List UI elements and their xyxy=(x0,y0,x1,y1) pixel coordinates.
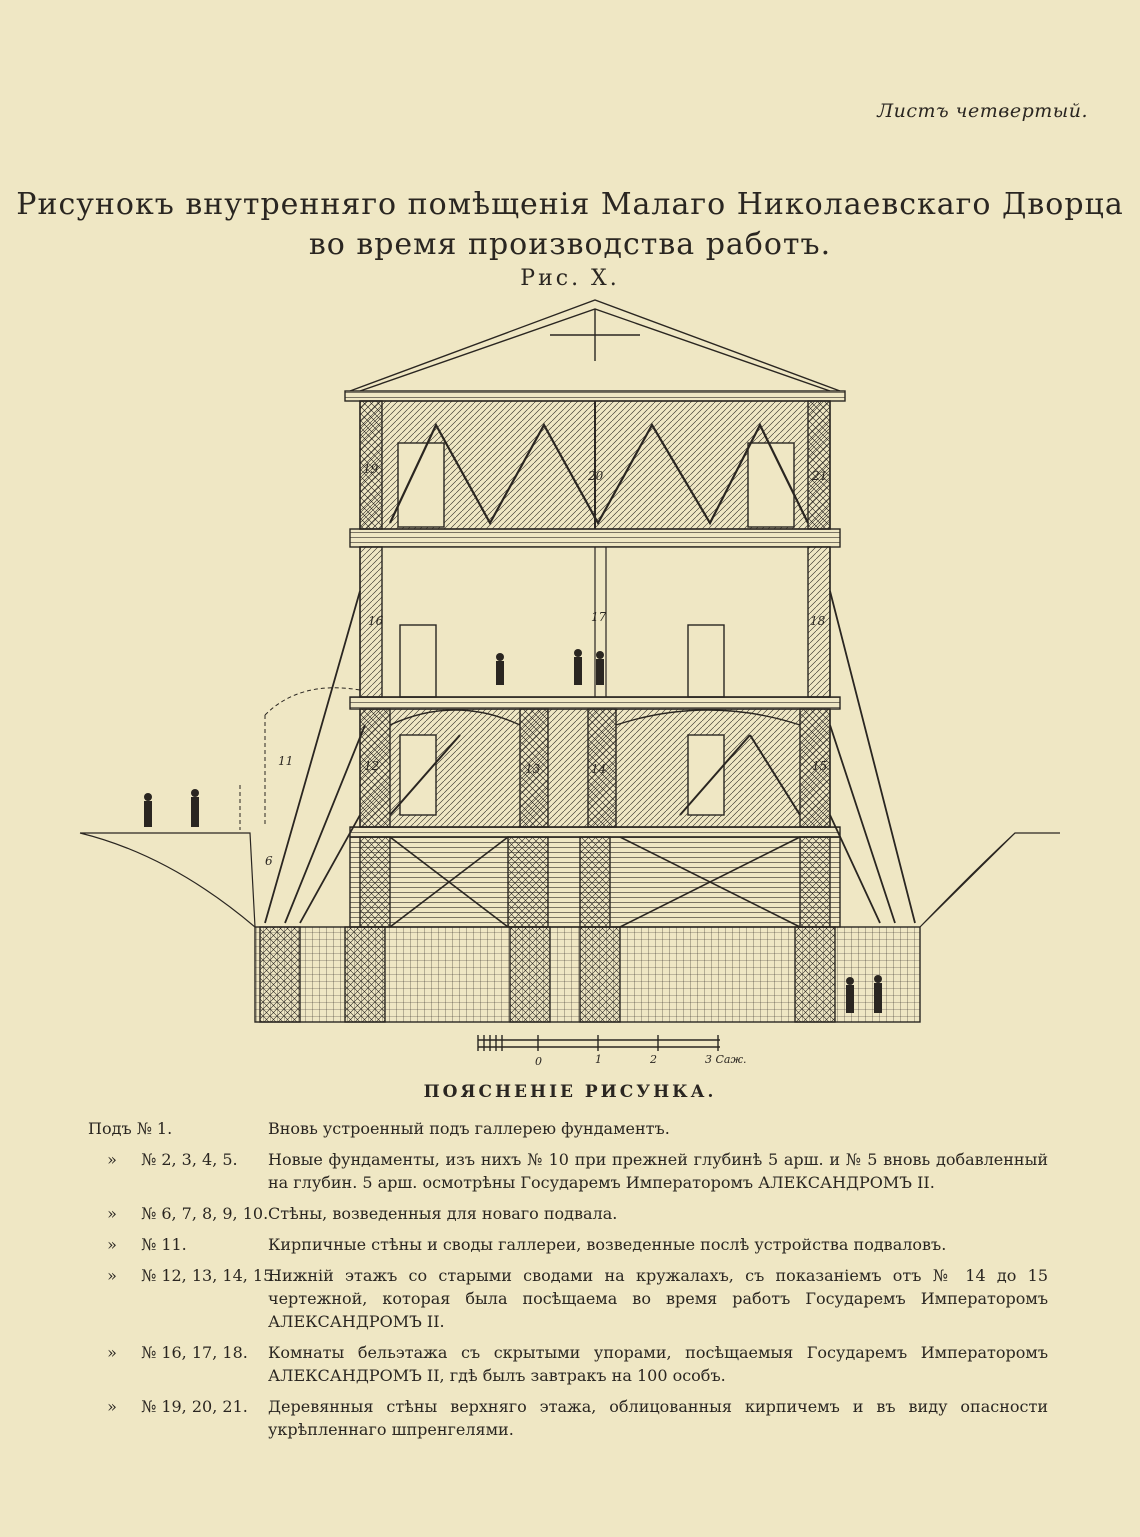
ditto-mark: » xyxy=(107,1204,117,1223)
legend-row xyxy=(88,1202,1048,1225)
room-number-18: 18 xyxy=(810,614,826,628)
scale-tick-0: 0 xyxy=(535,1055,542,1068)
legend-description: Вновь устроенный подъ галлерею фундаментъ. xyxy=(268,1119,670,1138)
legend xyxy=(88,1117,1048,1449)
legend-row xyxy=(88,1264,1048,1333)
room-number-13: 13 xyxy=(525,762,541,776)
ditto-mark: » xyxy=(107,1397,117,1416)
legend-key-group xyxy=(88,1148,268,1171)
page-title-line-1: Рисунокъ внутренняго помѣщенія Малаго Николаевскаго Дворца xyxy=(16,187,1124,222)
legend-key: № 19, 20, 21. xyxy=(141,1397,248,1416)
ditto-mark: » xyxy=(107,1266,117,1285)
room-number-16: 16 xyxy=(368,614,384,628)
legend-key: № 16, 17, 18. xyxy=(141,1343,248,1362)
ditto-mark: » xyxy=(107,1343,117,1362)
legend-description: Деревянныя стѣны верхняго этажа, облицованныя кирпичемъ и въ виду опасности укрѣпленнаго шпренгелями. xyxy=(268,1397,1048,1439)
figure-label: Рис. X. xyxy=(520,266,620,291)
legend-description: Нижній этажъ со старыми сводами на кружалахъ, съ показаніемъ отъ № 14 до 15 чертежной, которая была посѣщаема во время работъ Государемъ Императоромъ АЛЕКСАНДРОМЪ II. xyxy=(268,1266,1048,1331)
room-number-21: 21 xyxy=(812,469,828,483)
scale-tick-3: 3 Саж. xyxy=(705,1053,747,1066)
legend-description: Новые фундаменты, изъ нихъ № 10 при прежней глубинѣ 5 арш. и № 5 вновь добавленный на глубин. 5 арш. осмотрѣны Государемъ Императоромъ АЛЕКСАНДРОМЪ II. xyxy=(268,1150,1048,1192)
legend-key: № 2, 3, 4, 5. xyxy=(141,1150,238,1169)
legend-key-group xyxy=(88,1395,268,1418)
legend-key-group xyxy=(88,1264,279,1287)
legend-key: Подъ № 1. xyxy=(88,1119,173,1138)
ditto-mark: » xyxy=(107,1235,117,1254)
sheet-label: Листъ четвертый. xyxy=(877,100,1088,122)
room-number-14: 14 xyxy=(591,762,607,776)
legend-row xyxy=(88,1117,1048,1140)
ditto-mark: » xyxy=(107,1150,117,1169)
room-number-20: 20 xyxy=(588,469,604,483)
legend-key-group xyxy=(88,1233,268,1256)
page-title-line-2: во время производства работъ. xyxy=(308,227,832,262)
building-section-drawing xyxy=(60,295,1080,1075)
legend-heading: ПОЯСНЕНІЕ РИСУНКА. xyxy=(423,1082,717,1102)
scale-tick-1: 1 xyxy=(595,1053,602,1066)
legend-row xyxy=(88,1233,1048,1256)
legend-key: № 11. xyxy=(141,1235,187,1254)
room-number-11: 11 xyxy=(278,754,294,768)
legend-key-group xyxy=(88,1341,268,1364)
room-number-15: 15 xyxy=(812,759,828,773)
legend-description: Комнаты бельэтажа съ скрытыми упорами, посѣщаемыя Государемъ Императоромъ АЛЕКСАНДРОМЪ II, гдѣ былъ завтракъ на 100 особъ. xyxy=(268,1343,1048,1385)
legend-row xyxy=(88,1341,1048,1387)
room-number-12: 12 xyxy=(364,759,380,773)
scale-tick-2: 2 xyxy=(650,1053,657,1066)
legend-description: Стѣны, возведенныя для новаго подвала. xyxy=(268,1204,618,1223)
legend-key: № 6, 7, 8, 9, 10. xyxy=(141,1204,269,1223)
room-number-6: 6 xyxy=(265,854,273,868)
legend-description: Кирпичные стѣны и своды галлереи, возведенные послѣ устройства подваловъ. xyxy=(268,1235,947,1254)
room-number-17: 17 xyxy=(591,610,607,624)
legend-row xyxy=(88,1148,1048,1194)
legend-key: № 12, 13, 14, 15. xyxy=(141,1266,279,1285)
legend-key-group xyxy=(88,1202,268,1225)
room-number-19: 19 xyxy=(363,462,379,476)
legend-row xyxy=(88,1395,1048,1441)
